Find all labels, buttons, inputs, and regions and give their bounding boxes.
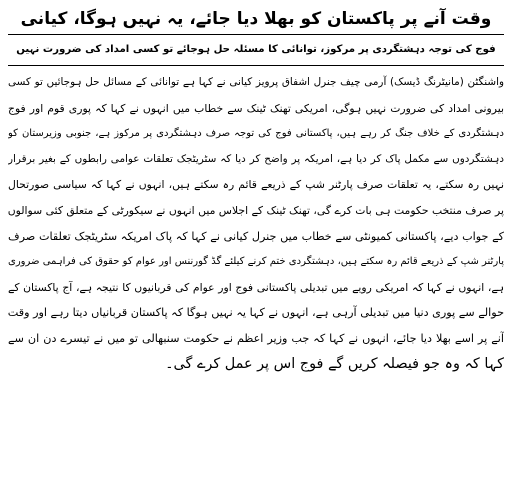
body-line: دہشتگردی کے خلاف جنگ کر رہے ہیں، پاکستانی فوج کی توجہ صرف دہشتگردی پر مرکوز ہے، جنوبی وزیرستان کو <box>8 128 504 140</box>
body-line: دہشتگردوں سے مکمل پاک کر دیا ہے، امریکہ پر واضح کر دیا کہ سٹریٹجک تعلقات عوامی رابطوں کے بغیر برقرار <box>8 152 504 165</box>
body-line: حوالے سے پوری دنیا میں تبدیلی آرہی ہے، انہوں نے کہا یہ نہیں ہوگا کہ پاکستان قربانیاں دیتا رہے اور وقت <box>8 306 504 320</box>
headline-divider <box>8 34 504 35</box>
body-line: واشنگٹن (مانیٹرنگ ڈیسک) آرمی چیف جنرل اشفاق پرویز کیانی نے کہا ہے توانائی کے مسائل حل ہوجائیں تو کسی <box>8 76 504 88</box>
body-line: بیرونی امداد کی ضرورت نہیں ہوگی، امریکی تھنک ٹینک سے خطاب میں انہوں نے کہا کہ پوری قوم اور فوج <box>8 101 504 115</box>
body-line: نہیں رہ سکتے، یہ تعلقات صرف پارٹنر شپ کے ذریعے قائم رہ سکتے ہیں، انہوں نے کہا کہ سیاسی صورتحال <box>8 178 504 192</box>
body-line: کے جواب دیے، پاکستانی کمیونٹی سے خطاب میں جنرل کیانی نے کہا کہ پاک امریکہ سٹریٹجک تعلقات صرف <box>8 229 504 243</box>
headline-secondary: فوج کی توجہ دہشتگردی پر مرکوز، توانائی کا مسئلہ حل ہوجائے تو کسی امداد کی ضرورت نہیں <box>16 44 496 55</box>
body-line: آنے پر اسے بھلا دیا جائے، انہوں نے کہا کہ جب وزیر اعظم نے حکومت سنبھالی تو میں نے تیسرے دن ان سے <box>8 331 504 345</box>
body-line: کہا کہ وہ جو فیصلہ کریں گے فوج اس پر عمل کرے گی۔ <box>165 355 504 372</box>
body-line: پر صرف منتخب حکومت ہی بات کرے گی، تھنک ٹینک کے اجلاس میں انہوں نے سیکورٹی کے متعلق کئی سوالوں <box>8 203 504 217</box>
body-line: ہے، انہوں نے کہا کہ امریکی رویے میں تبدیلی پاکستانی فوج اور عوام کی قربانیوں کا نتیجہ ہے، آج پاکستان کے <box>8 280 504 294</box>
body-divider <box>8 65 504 66</box>
body-line: پارٹنر شپ کے ذریعے قائم رہ سکتے ہیں، دہشتگردی ختم کرنے کیلئے گڈ گورننس اور عوام کو حقوق کی فراہمی ضروری <box>8 256 504 268</box>
headline-primary: وقت آنے پر پاکستان کو بھلا دیا جائے، یہ نہیں ہوگا، کیانی <box>20 9 492 29</box>
article-body <box>8 70 504 377</box>
